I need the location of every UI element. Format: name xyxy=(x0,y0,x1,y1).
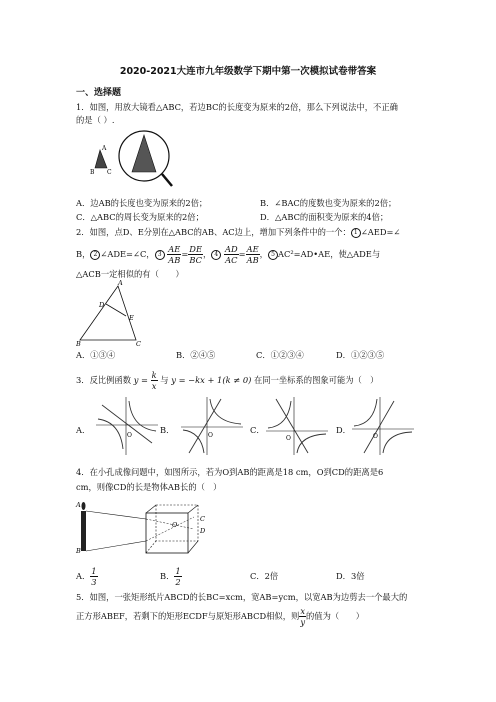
q1-option-d[interactable]: D．△ABC的面积变为原来的4倍； xyxy=(260,212,389,222)
q3-graph-c xyxy=(262,395,330,457)
q3-option-c[interactable]: C． xyxy=(250,425,265,435)
q4-option-c[interactable]: C．2倍 xyxy=(250,571,279,581)
q2-label-d: D xyxy=(99,301,105,309)
q5-stem-line1: 5．如图，一张矩形纸片ABCD的长BC=xcm，宽AB=ycm，以宽AB为边剪去一个最大的 xyxy=(76,592,408,602)
q2-stem-line3: △ACB一定相似的有（ ） xyxy=(76,269,184,279)
svg-text:O: O xyxy=(208,432,213,439)
q4-label-c: C xyxy=(200,515,205,523)
q3-graph-b xyxy=(177,395,245,457)
q1-option-c[interactable]: C．△ABC的周长变为原来的2倍； xyxy=(76,212,204,222)
q2-figure xyxy=(76,280,146,346)
svg-text:O: O xyxy=(127,432,132,439)
circled-3: 3 xyxy=(155,250,165,260)
fraction-k-x: $\frac{k}{x}$ xyxy=(151,370,157,391)
candle-body xyxy=(81,511,86,551)
q2-option-b[interactable]: B．②④⑤ xyxy=(176,350,216,360)
page-title: 2020-2021大连市九年级数学下期中第一次模拟试卷带答案 xyxy=(119,66,377,77)
magnifier-handle xyxy=(162,174,172,186)
fraction-x-y: $\frac{x}{y}$ xyxy=(300,606,305,627)
fraction-de-bc: $\frac{DE}{BC}$ xyxy=(189,244,203,265)
q2-option-c[interactable]: C．①②③④ xyxy=(256,350,304,360)
q4-label-o: O xyxy=(172,521,178,529)
q4-option-d[interactable]: D．3倍 xyxy=(336,571,365,581)
q3-option-a[interactable]: A． xyxy=(76,425,91,435)
q5-stem-line2: 正方形ABEF，若剩下的矩形ECDF与原矩形ABCD相似，则 $\frac{x}{y}$ 的值为（ ） xyxy=(76,606,365,627)
q3-option-d[interactable]: D． xyxy=(336,425,351,435)
q1-option-a[interactable]: A．边AB的长度也变为原来的2倍； xyxy=(76,198,208,208)
q4-option-b[interactable]: B． $\frac{1}{2}$ xyxy=(160,566,181,587)
small-triangle xyxy=(95,150,107,168)
q4-stem-line2: cm，则像CD的长是物体AB长的（ ） xyxy=(76,482,222,492)
q4-stem-line1: 4．在小孔成像问题中，如图所示，若为O到AB的距离是18 cm，O到CD的距离是6 xyxy=(76,467,384,477)
q2-option-a[interactable]: A．①③④ xyxy=(76,350,116,360)
q2-label-b: B xyxy=(76,340,81,346)
q1-label-a: A xyxy=(102,145,107,152)
q4-option-a[interactable]: A． $\frac{1}{3}$ xyxy=(76,566,97,587)
q2-stem-line1: 2．如图，点D、E分别在△ABC的AB、AC边上，增加下列条件中的一个： 1 ∠AED=∠ xyxy=(76,227,401,237)
q3-stem: 3．反比例函数 y = $\frac{k}{x}$ 与 y = −kx + 1(k ≠ 0) 在同一坐标系的图象可能为（ ） xyxy=(76,370,379,391)
q1-option-b[interactable]: B．∠BAC的度数也变为原来的2倍； xyxy=(260,198,397,208)
q4-label-a: A xyxy=(76,501,81,509)
svg-text:O: O xyxy=(373,433,378,440)
fraction-ad-ac: $\frac{AD}{AC}$ xyxy=(224,244,238,265)
q4-label-d: D xyxy=(200,527,206,535)
q1-stem-line1: 1．如图，用放大镜看△ABC，若边BC的长度变为原来的2倍，那么下列说法中，不正确 xyxy=(76,102,398,112)
q2-option-d[interactable]: D．①②③⑤ xyxy=(336,350,385,360)
fraction-ae-ab: $\frac{AE}{AB}$ xyxy=(168,244,181,265)
circled-5: 5 xyxy=(268,250,278,260)
q2-label-c: C xyxy=(136,340,141,346)
circled-1: 1 xyxy=(351,228,361,238)
triangle-abc xyxy=(80,286,136,340)
circled-4: 4 xyxy=(211,250,221,260)
q2-stem-line2: B， 2 ∠ADE=∠C， 3 $\frac{AE}{AB}$ = $\frac{DE}{BC}$ ， 4 $\frac{AD}{AC}$ = $\frac{AE}{AB}$ ， 5 AC²=AD•AE，使△ADE与 xyxy=(76,244,381,265)
q1-label-c: C xyxy=(107,169,112,176)
q2-label-a: A xyxy=(118,280,123,287)
section-heading: 一、选择题 xyxy=(76,88,122,98)
fraction-one-third: $\frac{1}{3}$ xyxy=(91,566,97,587)
large-triangle xyxy=(132,135,156,172)
q3-graph-a xyxy=(92,395,160,457)
candle-flame xyxy=(82,502,86,510)
q1-stem-line2: 的是（ ）. xyxy=(76,115,115,125)
circled-2: 2 xyxy=(90,250,100,260)
svg-text:O: O xyxy=(286,435,291,442)
q4-label-b: B xyxy=(76,547,81,555)
segment-de xyxy=(106,304,126,316)
q1-figure xyxy=(80,130,190,192)
q1-label-b: B xyxy=(90,169,95,176)
q4-figure xyxy=(74,497,224,559)
q3-option-b[interactable]: B． xyxy=(160,425,175,435)
fraction-one-half: $\frac{1}{2}$ xyxy=(175,566,181,587)
q2-label-e: E xyxy=(129,314,134,322)
box-front xyxy=(146,513,188,553)
q3-graph-d xyxy=(348,395,416,457)
fraction-ae-ab-2: $\frac{AE}{AB}$ xyxy=(246,244,259,265)
